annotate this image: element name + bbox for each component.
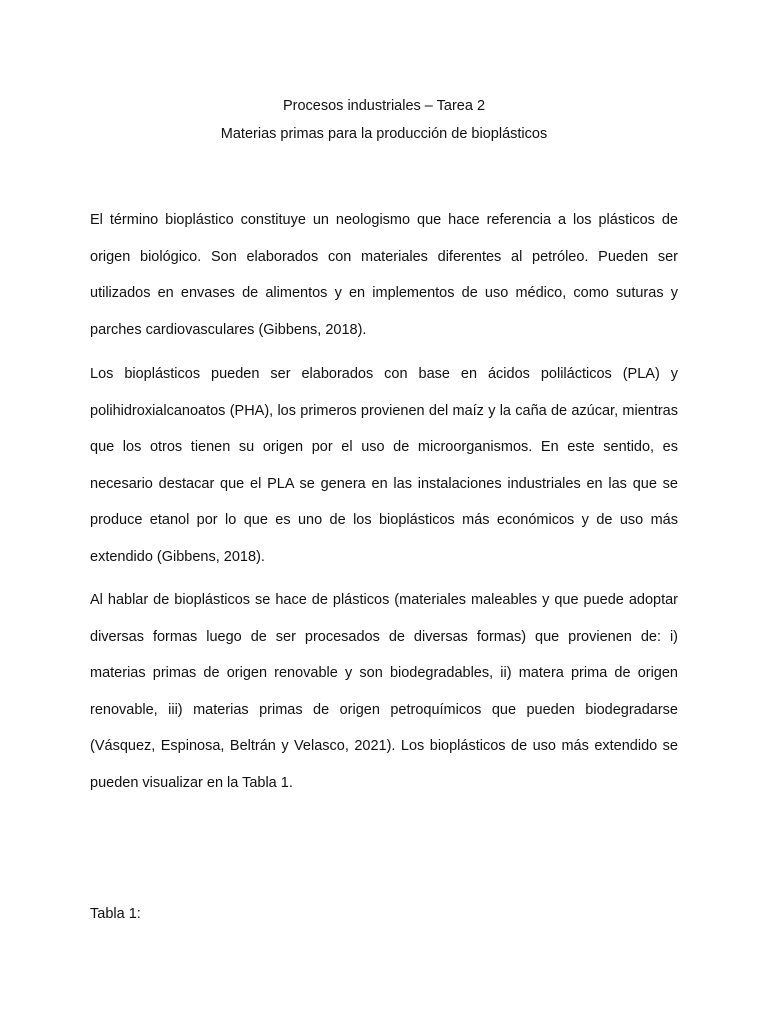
paragraph-pla-pha: Los bioplásticos pueden ser elaborados con base en ácidos polilácticos (PLA) y polihidroxialcanoatos (PHA), los primeros provienen del maíz y la caña de azúcar, mientras que los otros tienen su origen por el uso de microorganismos. En este sentido, es necesario destacar que el PLA se genera en las instalaciones industriales en las que se produce etanol por lo que es uno de los bioplásticos más económicos y de uso más extendido (Gibbens, 2018).	[90, 366, 678, 565]
document-header	[0, 92, 768, 148]
document-title: Materias primas para la producción de bioplásticos	[220, 126, 548, 142]
paragraph-classification: Al hablar de bioplásticos se hace de plásticos (materiales maleables y que puede adoptar diversas formas luego de ser procesados de diversas formas) que provienen de: i) materias primas de origen renovable y son biodegradables, ii) matera prima de origen renovable, iii) materias primas de origen petroquímicos que pueden biodegradarse (Vásquez, Espinosa, Beltrán y Velasco, 2021). Los bioplásticos de uso más extendido se pueden visualizar en la Tabla 1.	[90, 592, 678, 791]
paragraph-intro: El término bioplástico constituye un neologismo que hace referencia a los plásticos de origen biológico. Son elaborados con materiales diferentes al petróleo. Pueden ser utilizados en envases de alimentos y en implementos de uso médico, como suturas y parches cardiovasculares (Gibbens, 2018).	[90, 212, 678, 338]
table-caption: Tabla 1:	[90, 906, 141, 922]
course-title: Procesos industriales – Tarea 2	[282, 98, 486, 114]
